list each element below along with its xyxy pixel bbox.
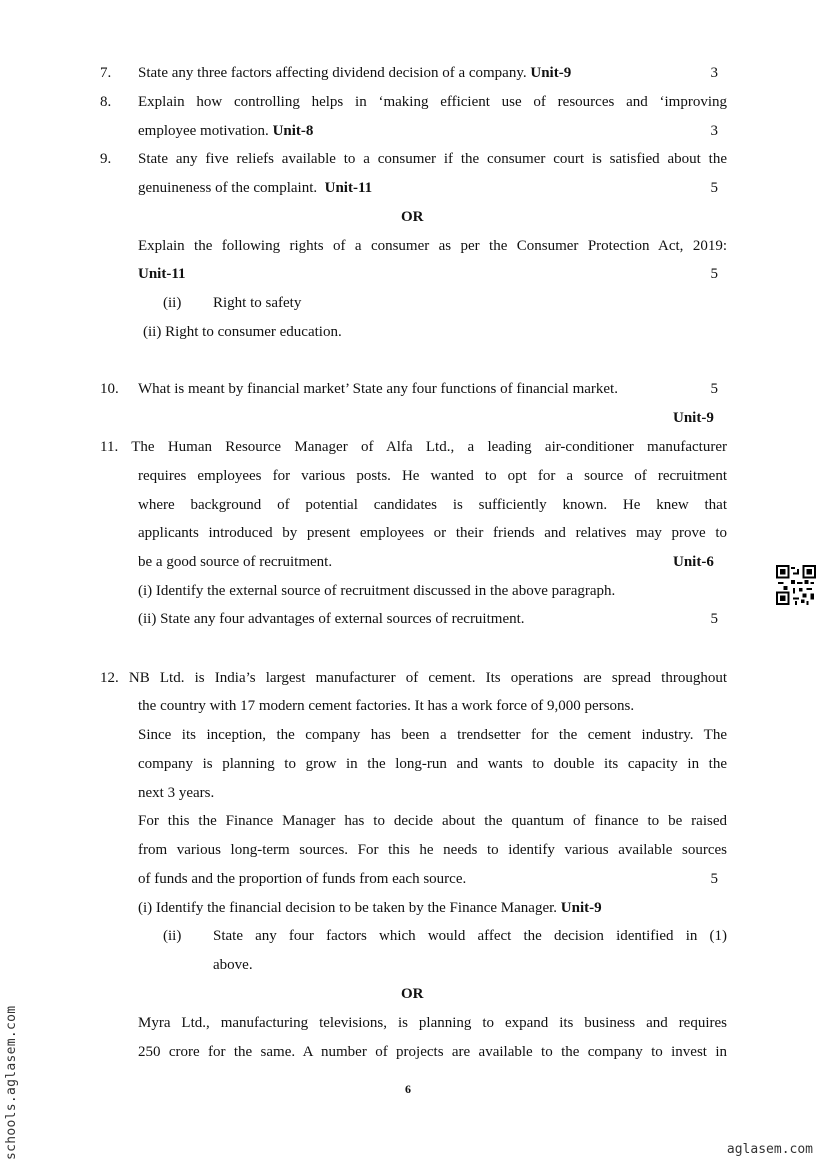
q7-marks: 3 [710, 65, 718, 81]
q9-marks: 5 [710, 180, 718, 196]
q12-line1: 12. NB Ltd. is India’s largest manufacturer of cement. Its operations are spread throughout [100, 670, 727, 686]
q12-sub2-line2: above. [213, 957, 253, 973]
q11-unit: Unit-6 [673, 554, 714, 570]
q12-marks: 5 [710, 871, 718, 887]
bottom-watermark: aglasem.com [726, 1142, 813, 1157]
q11-line2: requires employees for various posts. He wanted to opt for a source of recruitment [138, 468, 727, 484]
q12-line6: For this the Finance Manager has to decide about the quantum of finance to be raised [138, 813, 727, 829]
q7-unit: Unit-9 [530, 65, 572, 81]
q9-alt-unit: Unit-11 [138, 266, 186, 282]
q8-line2: employee motivation. Unit-8 [138, 123, 314, 139]
q8-unit: Unit-8 [272, 123, 314, 139]
q12-line2: the country with 17 modern cement factories. It has a work force of 9,000 persons. [138, 698, 635, 714]
q12-alt-line1: Myra Ltd., manufacturing televisions, is planning to expand its business and requires [138, 1015, 727, 1031]
page-number: 6 [405, 1082, 411, 1096]
q9-sub1-number: (ii) [163, 295, 182, 311]
q11-sub2: (ii) State any four advantages of external sources of recruitment. [138, 611, 525, 627]
q7-text: State any three factors affecting dividend decision of a company. Unit-9 [138, 65, 572, 81]
q7-number: 7. [100, 65, 112, 81]
q12-line7: from various long-term sources. For this he needs to identify various available sources [138, 842, 727, 858]
q9-or: OR [401, 209, 424, 225]
q11-line1: 11. The Human Resource Manager of Alfa Ltd., a leading air-conditioner manufacturer [100, 439, 727, 455]
q12-line5: next 3 years. [138, 785, 215, 801]
q10-number: 10. [100, 381, 119, 397]
qr-code-icon [776, 565, 816, 605]
q8-number: 8. [100, 94, 112, 110]
q12-or: OR [401, 986, 424, 1002]
q10-marks: 5 [710, 381, 718, 397]
q9-line1: State any five reliefs available to a consumer if the consumer court is satisfied about the [138, 151, 727, 167]
q12-alt-line2: 250 crore for the same. A number of projects are available to the company to invest in [138, 1044, 727, 1060]
q12-line3: Since its inception, the company has been a trendsetter for the cement industry. The [138, 727, 727, 743]
q10-unit: Unit-9 [673, 410, 714, 426]
q12-line8: of funds and the proportion of funds from each source. [138, 871, 467, 887]
q10-text: What is meant by financial market’ State any four functions of financial market. [138, 381, 618, 397]
q9-unit: Unit-11 [324, 180, 373, 196]
q9-line2: genuineness of the complaint. Unit-11 [138, 180, 373, 196]
q11-sub1: (i) Identify the external source of recruitment discussed in the above paragraph. [138, 583, 616, 599]
q11-line4: applicants introduced by present employees or their friends and relatives may prove to [138, 525, 727, 541]
q9-number: 9. [100, 151, 112, 167]
q11-marks: 5 [710, 611, 718, 627]
q9-alt-line1: Explain the following rights of a consumer as per the Consumer Protection Act, 2019: [138, 238, 727, 254]
q8-line1: Explain how controlling helps in ‘making efficient use of resources and ‘improving [138, 94, 727, 110]
q11-line3: where background of potential candidates is sufficiently known. He knew that [138, 497, 727, 513]
q12-line4: company is planning to grow in the long-run and wants to double its capacity in the [138, 756, 727, 772]
q9-sub2: (ii) Right to consumer education. [143, 324, 342, 340]
q12-sub1: (i) Identify the financial decision to be taken by the Finance Manager. Unit-9 [138, 900, 602, 916]
q11-line5: be a good source of recruitment. [138, 554, 333, 570]
q9-sub1-text: Right to safety [213, 295, 302, 311]
q12-sub1-unit: Unit-9 [560, 900, 602, 916]
q8-marks: 3 [710, 123, 718, 139]
q9-alt-marks: 5 [710, 266, 718, 282]
side-watermark: schools.aglasem.com [4, 1005, 19, 1160]
q12-sub2-line1: State any four factors which would affect the decision identified in (1) [213, 928, 727, 944]
q12-sub2-number: (ii) [163, 928, 182, 944]
